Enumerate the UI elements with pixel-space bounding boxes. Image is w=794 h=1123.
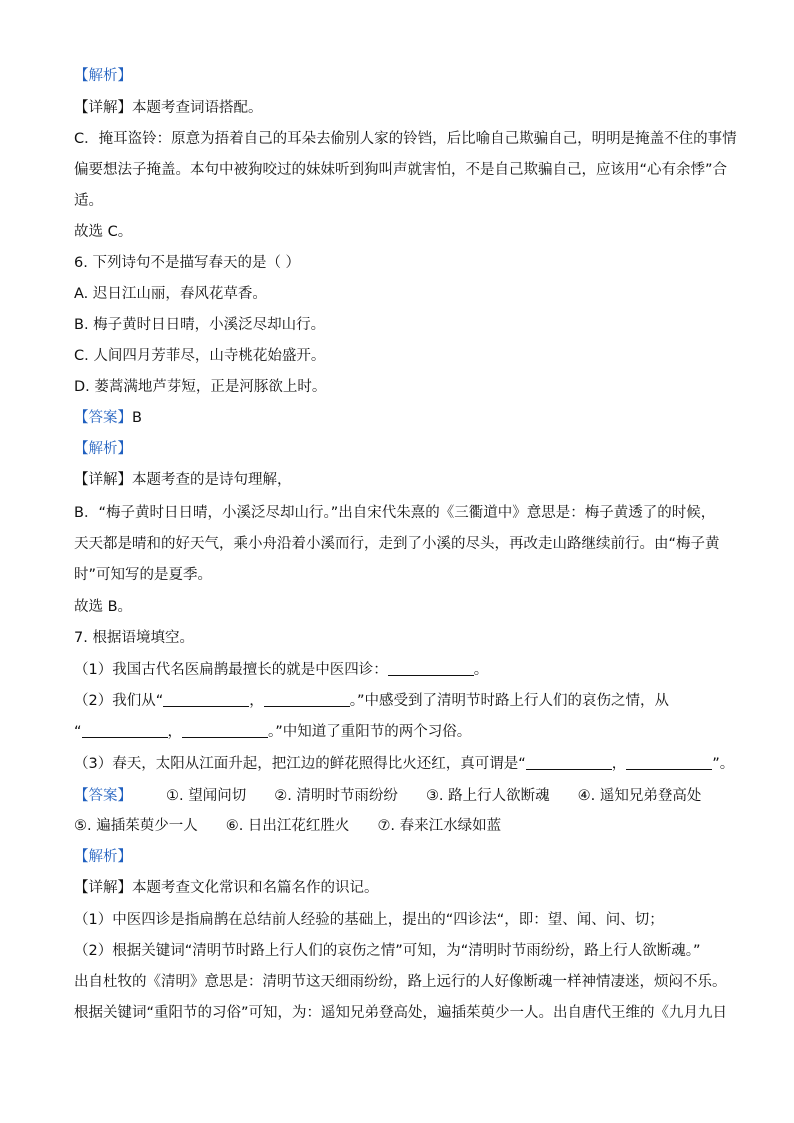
answer-item: ⑤. 遍插茱萸少一人 [74, 818, 198, 834]
body-line: 出自杜牧的《清明》意思是：清明节这天细雨纷纷，路上远行的人好像断魂一样神情凄迷，烦闷不乐。 [74, 974, 727, 990]
conclusion-line: 故选 B。 [74, 599, 133, 615]
question-7-part-2 [74, 691, 669, 711]
answer-item: ③. 路上行人欲断魂 [425, 788, 550, 804]
detail-line: 【详解】本题考查词语搭配。 [74, 100, 263, 116]
body-line: 适。 [74, 193, 103, 209]
body-line: 天天都是晴和的好天气，乘小舟沿着小溪而行，走到了小溪的尽头，再改走山路继续前行。由“梅子黄 [74, 536, 720, 552]
answer-line-cont [74, 816, 501, 836]
option-c: C. 人间四月芳菲尽，山寺桃花始盛开。 [74, 348, 326, 364]
part-text: ”。 [712, 756, 735, 772]
answer-item: ④. 遥知兄弟登高处 [577, 788, 702, 804]
answer-blank[interactable] [526, 755, 612, 770]
body-line: 偏要想法子掩盖。本句中被狗咬过的妹妹听到狗叫声就害怕，不是自己欺骗自己，应该用“心有余悸”合 [74, 162, 728, 178]
part-text: “ [74, 724, 82, 740]
part-text: ， [611, 756, 627, 772]
answer-line [74, 408, 142, 428]
body-line: 根据关键词“重阳节的习俗”可知，为：遥知兄弟登高处，遍插茱萸少一人。出自唐代王维的《九月九日 [74, 1005, 728, 1021]
part-text: ， [167, 724, 183, 740]
question-7-part-2-cont [74, 722, 471, 742]
body-line: B．“梅子黄时日日晴，小溪泛尽却山行。”出自宋代朱熹的《三衢道中》意思是：梅子黄透了的时候， [74, 505, 716, 521]
analysis-tag: 【解析】 [74, 441, 132, 457]
part-text: （1）我国古代名医扁鹊最擅长的就是中医四诊： [74, 662, 388, 678]
option-b: B. 梅子黄时日日晴，小溪泛尽却山行。 [74, 317, 326, 333]
answer-blank[interactable] [163, 692, 249, 707]
detail-line: 【详解】本题考查文化常识和名篇名作的识记。 [74, 880, 379, 896]
answer-blank[interactable] [626, 755, 712, 770]
question-7-part-1 [74, 660, 488, 680]
answer-blank[interactable] [388, 661, 474, 676]
answer-item: ②. 清明时节雨纷纷 [274, 788, 398, 804]
part-text: （2）我们从“ [74, 693, 164, 709]
question-6: 6. 下列诗句不是描写春天的是（ ） [74, 255, 301, 271]
question-7: 7. 根据语境填空。 [74, 630, 194, 646]
answer-blank[interactable] [82, 723, 168, 738]
answer-item: ⑥. 日出江花红胜火 [225, 818, 350, 834]
answer-item: ⑦. 春来江水绿如蓝 [377, 818, 502, 834]
answer-item: ①. 望闻问切 [166, 788, 247, 804]
body-line: （2）根据关键词“清明节时路上行人们的哀伤之情”可知，为“清明时节雨纷纷，路上行人欲断魂。” [74, 943, 701, 959]
option-a: A. 迟日江山丽，春风花草香。 [74, 286, 267, 302]
question-7-part-3 [74, 754, 734, 774]
detail-line: 【详解】本题考查的是诗句理解， [74, 472, 292, 488]
body-line: （1）中医四诊是指扁鹊在总结前人经验的基础上，提出的“四诊法“，即：望、闻、问、切； [74, 912, 664, 928]
analysis-tag: 【解析】 [74, 68, 132, 84]
answer-value: B [132, 410, 142, 426]
answer-line [74, 786, 701, 806]
part-text: 。”中知道了重阳节的两个习俗。 [268, 724, 472, 740]
answer-blank[interactable] [182, 723, 268, 738]
part-text: 。”中感受到了清明节时路上行人们的哀伤之情，从 [349, 693, 670, 709]
conclusion-line: 故选 C。 [74, 224, 133, 240]
answer-tag: 【答案】 [74, 788, 132, 804]
part-text: （3）春天，太阳从江面升起，把江边的鲜花照得比火还红，真可谓是“ [74, 756, 526, 772]
answer-blank[interactable] [264, 692, 350, 707]
option-d: D. 蒌蒿满地芦芽短，正是河豚欲上时。 [74, 379, 327, 395]
part-text: 。 [473, 662, 489, 678]
answer-tag: 【答案】 [74, 410, 132, 426]
analysis-tag: 【解析】 [74, 849, 132, 865]
body-line: C．掩耳盗铃：原意为捂着自己的耳朵去偷别人家的铃铛，后比喻自己欺骗自己，明明是掩盖不住的事情 [74, 131, 737, 147]
part-text: ， [249, 693, 264, 709]
body-line: 时”可知写的是夏季。 [74, 567, 213, 583]
